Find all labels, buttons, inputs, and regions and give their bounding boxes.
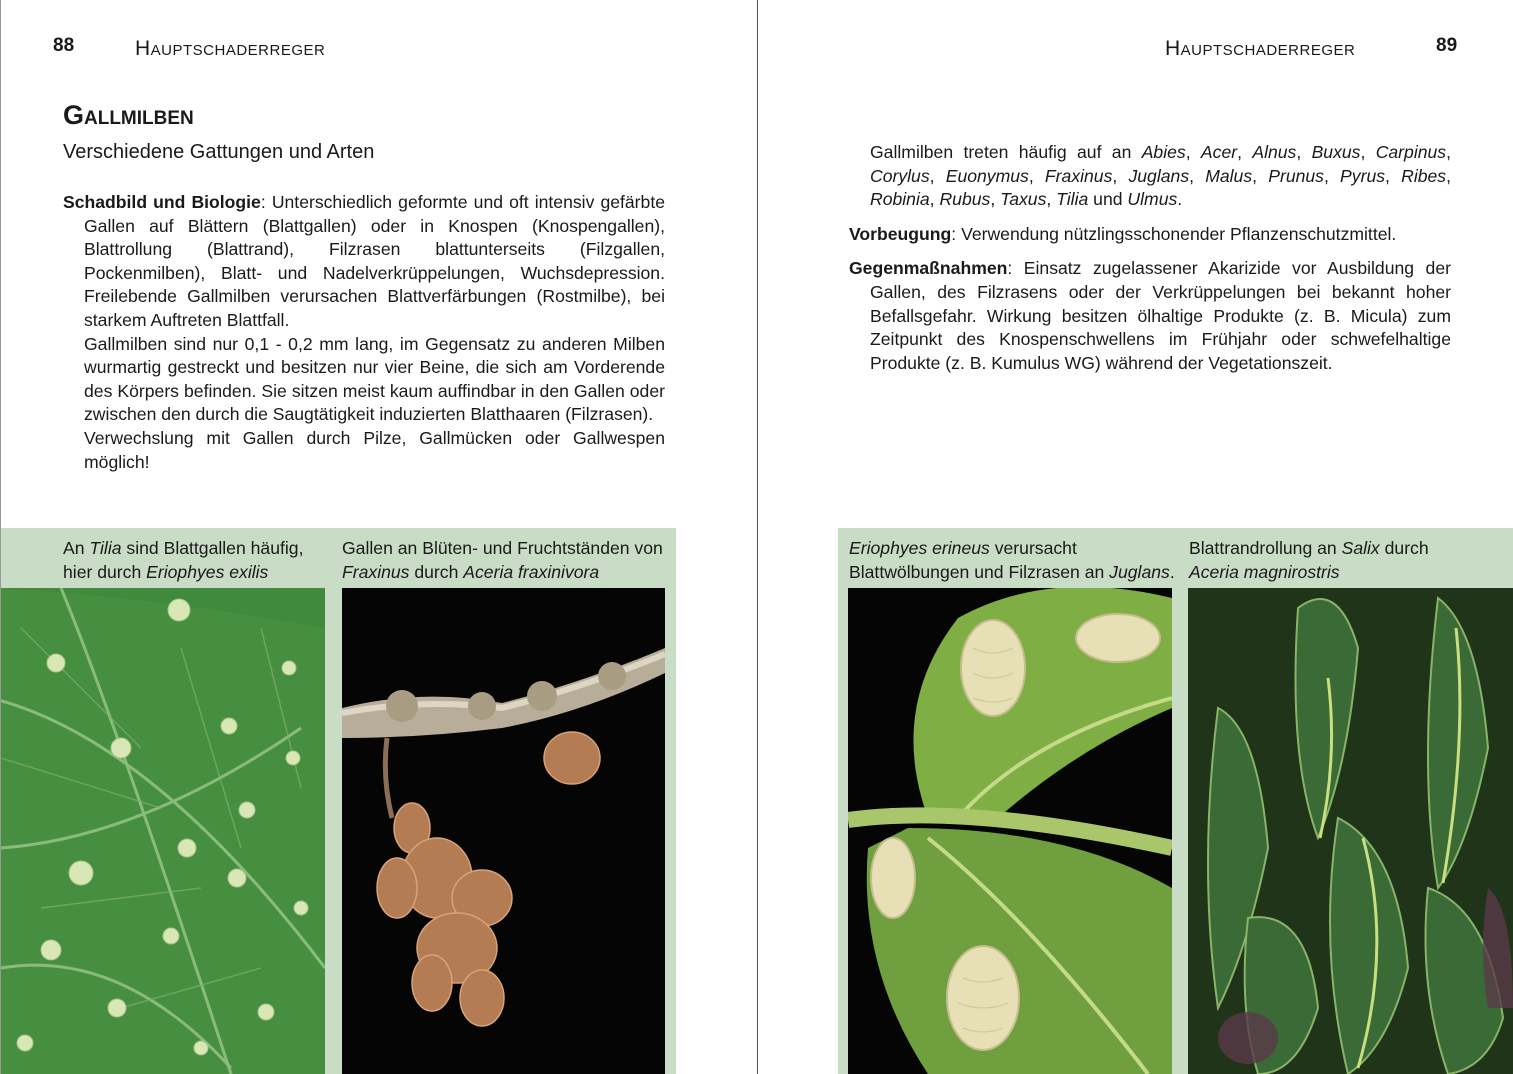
host-genus: Malus — [1205, 165, 1253, 186]
body-text — [63, 191, 665, 474]
photo-salix-leaf-roll — [1188, 588, 1513, 1074]
page-number: 88 — [53, 35, 75, 56]
biology-paragraph: Gallmilben sind nur 0,1 - 0,2 mm lang, im Gegensatz zu anderen Milben wurmartig gestreckt und besitzen nur vier Beine, die sich am Vorderende des Körpers befinden. Sie sitzen meist kaum auffindbar in den Gallen oder zwischen den durch die Saugtätigkeit induzierten Blatthaaren (Filzrasen). — [84, 333, 665, 425]
control-label: Gegenmaßnahmen — [849, 258, 1008, 279]
page-number: 89 — [1436, 35, 1458, 56]
host-genus: Prunus — [1268, 165, 1324, 186]
photo-caption: An Tilia sind Blattgallen häufig, hier durch Eriophyes exilis — [63, 538, 304, 582]
host-genus: Corylus — [870, 165, 930, 186]
photo-tilia-leaf-galls — [1, 588, 325, 1074]
host-genus: Pyrus — [1340, 165, 1386, 186]
host-genus: Robinia — [870, 189, 930, 210]
prevention-paragraph: Vorbeugung: Verwendung nützlingsschonender Pflanzenschutzmittel. — [849, 223, 1397, 244]
host-genus: Euonymus — [945, 165, 1029, 186]
host-genus: Ribes — [1401, 165, 1447, 186]
body-text — [849, 141, 1451, 375]
host-genus: Abies — [1141, 142, 1186, 162]
right-page — [758, 0, 1513, 1074]
confusion-paragraph: Verwechslung mit Gallen durch Pilze, Gallmücken oder Gallwespen möglich! — [84, 427, 665, 472]
host-genus: Juglans — [1128, 165, 1190, 186]
host-genus: Acer — [1200, 142, 1238, 162]
host-genus: Buxus — [1311, 142, 1361, 162]
host-genus: Taxus — [1000, 189, 1047, 210]
photo-caption: Gallen an Blüten- und Fruchtständen von Fraxinus durch Aceria fraxinivora — [342, 538, 663, 582]
running-head: Hauptschaderreger — [1165, 37, 1356, 60]
damage-paragraph — [63, 191, 665, 333]
host-genus: Tilia — [1056, 189, 1089, 210]
photo-caption: Blattrandrollung an Salix durch Aceria magnirostris — [1189, 538, 1429, 582]
running-head: Hauptschaderreger — [135, 37, 326, 60]
damage-text: : Unterschiedlich geformte und oft intensiv gefärbte Gallen auf Blättern (Blattgallen) oder in Knospen (Knospengallen), Blattrollung (Blattrand), Filzrasen blattunterseits (Filzgallen, Pockenmilben), Blatt- und Nadelverkrüppelungen, Wuchsdepression. Freilebende Gallmilben verursachen Blattverfärbungen (Rostmilbe), bei starkem Auftreten Blattfall. — [84, 192, 666, 330]
host-genus: Fraxinus — [1044, 165, 1113, 186]
host-genera-list: Abies, Acer, Alnus, Buxus, Carpinus, Corylus, Euonymus, Fraxinus, Juglans, Malus, Prunus, Pyrus, Ribes, Robinia, Rubus, Taxus, Tilia — [870, 142, 1451, 210]
photo-juglans-erineum — [848, 588, 1172, 1074]
host-plants-paragraph: Gallmilben treten häufig auf an Abies, Acer, Alnus, Buxus, Carpinus, Corylus, Euonymus, Fraxinus, Juglans, Malus, Prunus, Pyrus, Ribes, Robinia, Rubus, Taxus, Tilia und Ulmus. — [870, 142, 1451, 210]
host-genus: Carpinus — [1375, 142, 1447, 162]
prevention-label: Vorbeugung — [849, 223, 952, 244]
photo-caption: Eriophyes erineus verursacht Blattwölbungen und Filzrasen an Juglans. — [849, 538, 1175, 582]
host-genus: Rubus — [939, 189, 991, 210]
host-genus: Alnus — [1252, 142, 1297, 162]
damage-label: Schadbild und Biologie — [63, 192, 261, 212]
control-paragraph: Gegenmaßnahmen: Einsatz zugelassener Akarizide vor Ausbildung der Gallen, des Filzrasens oder der Verkrüppelungen bei bekannt hoher Befallsgefahr. Wirkung besitzen ölhaltige Produkte (z. B. Micula) zum Zeitpunkt des Knospenschwellens im Frühjahr oder schwefelhaltige Produkte (z. B. Kumulus WG) während der Vegetationszeit. — [849, 258, 1451, 373]
section-subtitle: Verschiedene Gattungen und Arten — [63, 141, 375, 163]
photo-fraxinus-galls — [342, 588, 665, 1074]
section-title: Gallmilben — [63, 100, 194, 130]
